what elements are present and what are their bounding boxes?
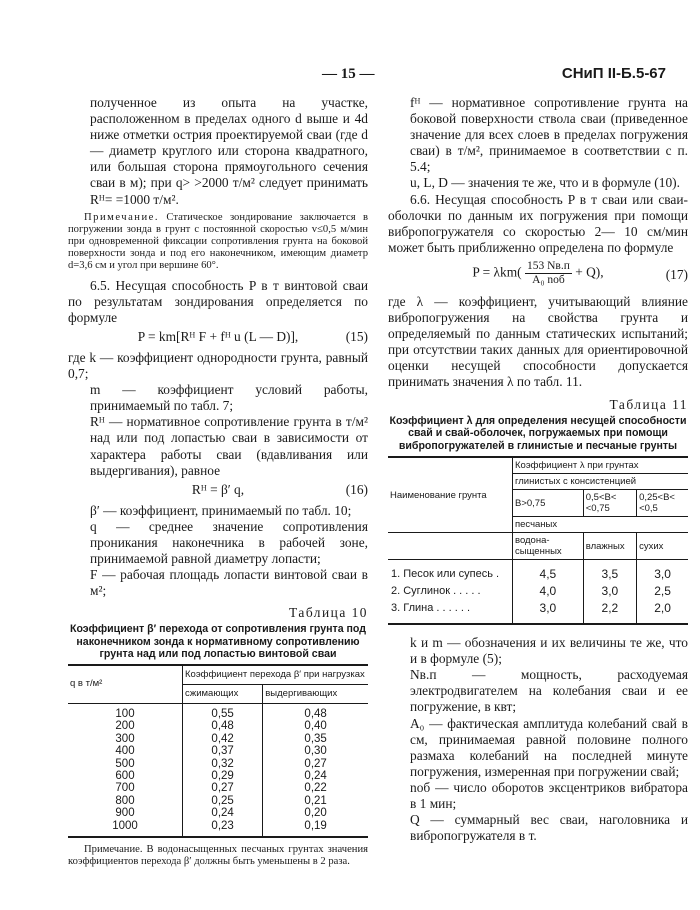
table-10-q-value: 100 [115, 708, 135, 721]
table-10-pull-value: 0,22 [304, 782, 327, 795]
lambda-definition: где λ — коэффициент, учитывающий влияние вибропогружения на свойства грунта и определяемый по данным статических испытаний; при отсутствии таких данных для ориентировочной оценки несущей способности допускается принимать значения λ по табл. 11. [388, 293, 688, 390]
lambda-value: 2,5 [637, 583, 688, 600]
lambda-value: 4,5 [513, 560, 584, 584]
table-11 [388, 456, 688, 625]
table-10-compress-value: 0,32 [211, 757, 234, 770]
nob-definition: nоб — число оборотов эксцентриков вибратора в 1 мин; [410, 779, 688, 812]
table-10-compress-value: 0,42 [211, 732, 234, 745]
table-10-compress-value: 0,29 [211, 770, 234, 783]
table-10-q-value: 700 [115, 782, 135, 795]
lambda-value: 3,0 [583, 583, 636, 600]
km-definition: k и m — обозначения и их величины те же, что и в формуле (5); [410, 635, 688, 667]
formula-17 [388, 258, 688, 292]
table-10-col-pull [263, 704, 368, 838]
formula-17-expression [388, 260, 688, 287]
table-row [388, 583, 688, 600]
table-10-label: Таблица 10 [289, 605, 368, 621]
n-definition: Nв.п — мощность, расходуемая электродвигателем на колебания сваи и ее погружение, в квт; [410, 667, 688, 715]
formula-15-expression: P = km[Rᴴ F + fᴴ u (L — D)], [137, 328, 299, 344]
table-11-b2-header: 0,5<B< <0,75 [583, 490, 636, 517]
table-11-s3-header: сухих [637, 533, 688, 560]
table-10-caption: Коэффициент β′ перехода от сопротивления грунта под наконечником зонда к нормативному сопротивлению грунта над или под лопастью винтовой сваи [69, 623, 366, 661]
table-10-compress-value: 0,55 [211, 708, 234, 721]
table-10-pull-value: 0,24 [304, 770, 327, 783]
table-11-label: Таблица 11 [609, 396, 688, 412]
table-10-compress-value: 0,24 [211, 807, 234, 820]
r-definition: Rᴴ — нормативное сопротивление грунта в т/м² над или под лопастью сваи в зависимости от характера работы сваи (вдавливания или выдергивания), равное [90, 414, 368, 478]
lambda-value: 2,2 [583, 600, 636, 624]
lambda-value: 3,5 [583, 560, 636, 584]
soil-name: 3. Глина . . . . . . [388, 600, 513, 624]
table-10-q-value: 1000 [112, 819, 138, 832]
table-10-pull-value: 0,21 [304, 794, 327, 807]
table-11-b1-header: B>0,75 [513, 490, 584, 517]
formula-17-left: P = λkm( [472, 264, 522, 280]
lambda-value: 2,0 [637, 600, 688, 624]
note-label: Примечание. [84, 211, 159, 223]
table-10-col-comp [183, 704, 263, 838]
formula-16 [68, 481, 368, 501]
formula-17-fraction [525, 260, 572, 287]
f-definition: F — рабочая площадь лопасти винтовой сваи в м²; [90, 567, 368, 599]
table-row [388, 600, 688, 624]
table-10-q-value: 200 [115, 720, 135, 733]
table-10-body [68, 704, 368, 838]
table-11-caption: Коэффициент λ для определения несущей способности свай и свай-оболочек, погружаемых при помощи вибропогружателей в глинистые и песчаные грунты [389, 414, 687, 452]
table-11-name-header: Наименование грунта [388, 457, 513, 533]
formula-17-number: (17) [665, 266, 688, 282]
uld-definition: u, L, D — значения те же, что и в формуле (10). [410, 175, 680, 191]
a-definition: A₀ — фактическая амплитуда колебаний свай в см, принимаемая равной половине полного размаха колебаний на последней минуте погружения, измеренная при погружении свай; [410, 715, 688, 779]
table-10-compress-value: 0,48 [211, 720, 234, 733]
probing-note [68, 212, 368, 272]
table-10-compress-value: 0,37 [211, 745, 234, 758]
table-10 [68, 664, 368, 838]
formula-15 [68, 328, 368, 348]
lambda-value: 3,0 [637, 560, 688, 584]
table-10-q-header: q в т/м² [68, 665, 183, 704]
formula-17-numerator: 153 Nв.п [526, 259, 570, 272]
table-11-clay-header: глинистых с консистенцией [513, 474, 689, 490]
table-11-s2-header: влажных [583, 533, 636, 560]
q-weight-definition: Q — суммарный вес сваи, наголовника и вибропогружателя в т. [410, 812, 688, 844]
q-definition: q — среднее значение сопротивления проникания наконечника в рабочей зоне, принимаемой равной диаметру лопасти; [90, 518, 368, 566]
table-11-group-header: Коэффициент λ при грунтах [513, 457, 689, 474]
table-10-q-value: 900 [115, 807, 135, 820]
soil-name: 2. Суглинок . . . . . [388, 583, 513, 600]
formula-16-number: (16) [345, 481, 368, 497]
formula-15-number: (15) [345, 328, 368, 344]
f-norm-definition: fᴴ — нормативное сопротивление грунта на боковой поверхности ствола сваи (приведенное значение для всех слоев в пределах погружения сваи) в т/м², принимаемое в соответствии с п. 5.4; [410, 95, 688, 175]
table-10-compress-header: сжимающих [183, 684, 263, 703]
table-10-q-value: 600 [115, 770, 135, 783]
table-10-pull-value: 0,40 [304, 720, 327, 733]
table-10-col-q [68, 704, 183, 838]
table-row [68, 704, 368, 838]
table-11-s1-header: водона- сыщенных [513, 533, 584, 560]
page-number: — 15 — [322, 66, 375, 82]
table-10-pull-value: 0,19 [304, 819, 327, 832]
formula-16-expression: Rᴴ = β′ q, [191, 481, 245, 497]
note-text: Статическое зондирование заключается в погружении зонда в грунт с постоянной скоростью v≤0,5 м/мин при одновременной фиксации сопротивления грунта на боковой поверхности зонда и под его наконечником, имеющим диаметр d=3,6 см и угол при вершине 60°. [68, 211, 368, 271]
table-10-compress-value: 0,23 [211, 819, 234, 832]
table-10-q-value: 800 [115, 794, 135, 807]
table-10-compress-value: 0,27 [211, 782, 234, 795]
m-definition: m — коэффициент условий работы, принимаемый по табл. 7; [90, 382, 368, 414]
left-column [68, 95, 368, 868]
table-10-note: Примечание. В водонасыщенных песчаных грунтах значения коэффициентов перехода β′ должны быть уменьшены в 2 раза. [68, 844, 368, 868]
table-10-pull-value: 0,30 [304, 745, 327, 758]
intro-paragraph: полученное из опыта на участке, расположенном в пределах одного d выше и 4d ниже отметки острия проектируемой сваи (где d — диаметр круглого или сторона квадратного, или большая сторона прямоугольного сечения сваи в м); при q> >2000 т/м² следует принимать Rᴴ= =1000 т/м². [90, 95, 368, 207]
table-10-group-header: Коэффициент перехода β′ при нагрузках [183, 665, 369, 685]
table-10-q-value: 500 [115, 757, 135, 770]
table-10-q-value: 400 [115, 745, 135, 758]
soil-name: 1. Песок или супесь . [388, 560, 513, 584]
table-10-q-value: 300 [115, 732, 135, 745]
lambda-value: 3,0 [513, 600, 584, 624]
table-10-pull-header: выдергивающих [263, 684, 368, 703]
table-11-body [388, 560, 688, 625]
page-header [0, 62, 700, 86]
table-11-b3-header: 0,25<B< <0,5 [637, 490, 688, 517]
table-10-pull-value: 0,20 [304, 807, 327, 820]
table-row [388, 560, 688, 584]
table-10-pull-value: 0,35 [304, 732, 327, 745]
k-definition: где k — коэффициент однородности грунта, равный 0,7; [68, 349, 368, 382]
section-6-5: 6.5. Несущая способность P в т винтовой сваи по результатам зондирования определяется по формуле [68, 277, 368, 325]
formula-17-right: + Q), [575, 264, 604, 280]
document-code: СНиП II-Б.5-67 [561, 65, 666, 82]
beta-definition: β′ — коэффициент, принимаемый по табл. 10; [90, 502, 352, 518]
table-10-pull-value: 0,27 [304, 757, 327, 770]
lambda-value: 4,0 [513, 583, 584, 600]
table-10-compress-value: 0,25 [211, 794, 234, 807]
section-6-6: 6.6. Несущая способность P в т сваи или сваи-оболочки по данным их погружения при помощи вибропогружателя со скоростью 2— 10 см/мин может быть приближенно определена по формуле [388, 191, 688, 255]
table-11-blank [388, 533, 513, 560]
table-10-pull-value: 0,48 [304, 708, 327, 721]
formula-17-denominator: A₀ nоб [532, 273, 565, 286]
right-column [388, 95, 688, 844]
table-11-sand-header: песчаных [513, 517, 689, 533]
